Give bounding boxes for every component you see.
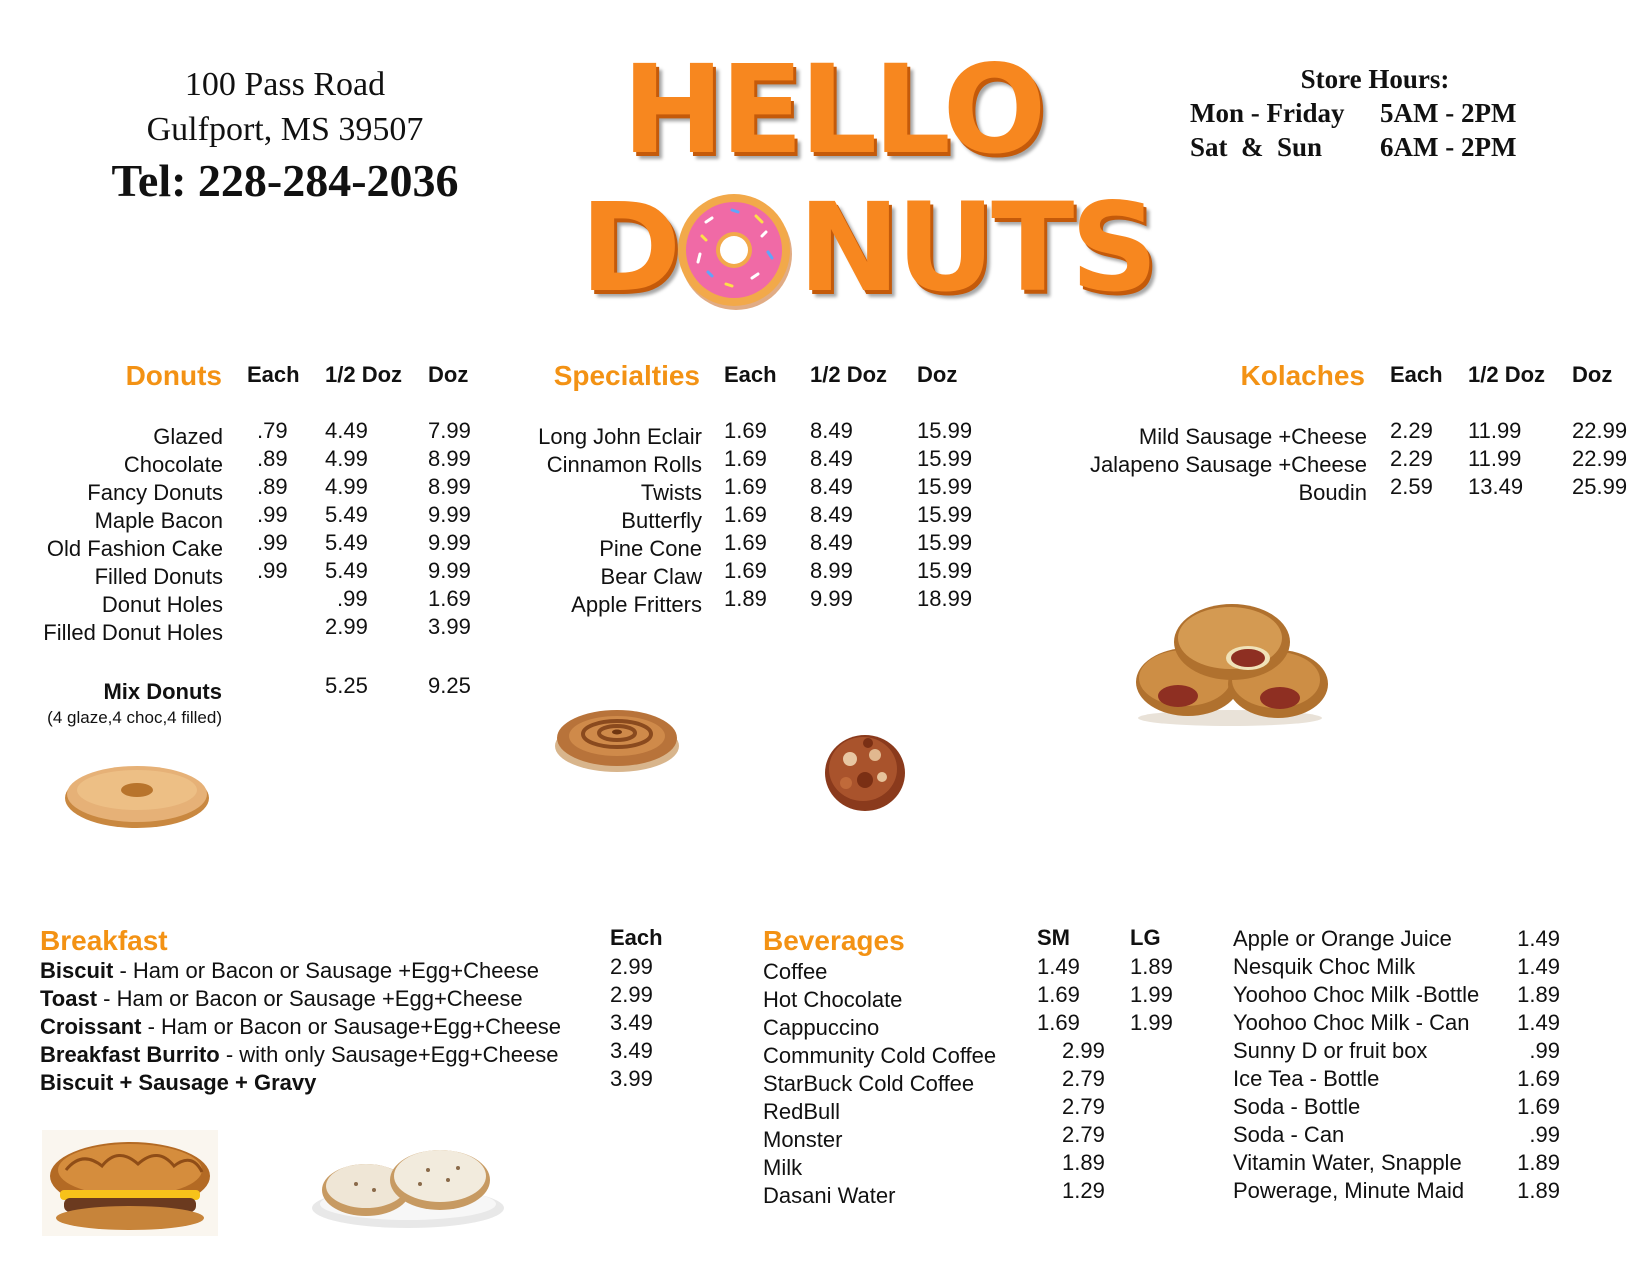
price-doz: 15.99	[917, 474, 973, 499]
price-half: 11.99	[1468, 446, 1522, 471]
beverage-name: Yoohoo Choc Milk -Bottle	[1233, 982, 1480, 1007]
price-each: 2.29	[1390, 446, 1433, 471]
item-name: Filled Donut Holes	[43, 620, 223, 645]
price-each: 3.99	[610, 1066, 653, 1091]
price-doz: 18.99	[917, 586, 973, 611]
beverage-name: Vitamin Water, Snapple	[1233, 1150, 1462, 1175]
item-name: Apple Fritters	[571, 592, 702, 617]
table-row	[40, 1013, 561, 1041]
specialties-col-each: Each	[724, 362, 777, 387]
item-name: Twists	[640, 480, 702, 505]
item-description: - Ham or Bacon or Sausage +Egg+Cheese	[113, 958, 539, 983]
price-sm: 1.29	[1062, 1178, 1105, 1203]
item-name: Bear Claw	[600, 564, 702, 589]
hours-time: 6AM - 2PM	[1380, 132, 1517, 162]
price-half: 8.49	[810, 418, 853, 443]
price-half: 8.99	[810, 558, 853, 583]
price-each: 1.69	[724, 474, 767, 499]
price-each: 1.69	[724, 418, 767, 443]
price-doz: 15.99	[917, 558, 973, 583]
item-name: Toast	[40, 986, 98, 1011]
glazed-donut-image	[62, 760, 212, 830]
item-name: Biscuit	[40, 958, 114, 983]
item-name: Cinnamon Rolls	[546, 452, 702, 477]
price-half: 8.49	[810, 446, 853, 471]
price-half: 8.49	[810, 502, 853, 527]
donuts-col-doz: Doz	[428, 362, 469, 387]
item-description: - Ham or Bacon or Sausage +Egg+Cheese	[97, 986, 523, 1011]
beverage-price: .99	[1529, 1038, 1560, 1063]
hours-row	[1190, 96, 1550, 130]
table-row	[40, 1041, 559, 1069]
price-each: .89	[257, 474, 288, 499]
store-address-block	[60, 62, 510, 210]
beverage-name: Apple or Orange Juice	[1233, 926, 1452, 951]
price-half: 4.99	[325, 446, 368, 471]
beverage-name: Powerage, Minute Maid	[1233, 1178, 1465, 1203]
beverage-name: RedBull	[763, 1099, 841, 1124]
donuts-title: Donuts	[125, 360, 222, 391]
donuts-col-each: Each	[247, 362, 300, 387]
beverages-col-lg: LG	[1130, 925, 1161, 950]
logo	[580, 39, 1155, 320]
price-each: .89	[257, 446, 288, 471]
beverages-col-sm: SM	[1037, 925, 1070, 950]
price-half: 5.49	[325, 502, 368, 527]
price-each: 1.69	[724, 446, 767, 471]
price-doz: 9.99	[428, 530, 471, 555]
price-each: 1.69	[724, 558, 767, 583]
beverage-price: 1.89	[1517, 1178, 1560, 1203]
price-half: 11.99	[1468, 418, 1522, 443]
price-doz: 22.99	[1572, 446, 1628, 471]
beverage-price: 1.89	[1517, 982, 1560, 1007]
store-hours-title: Store Hours:	[1300, 64, 1450, 94]
kolaches-col-doz: Doz	[1572, 362, 1613, 387]
price-doz: 22.99	[1572, 418, 1628, 443]
logo-letter-d: D	[580, 177, 678, 319]
mix-donuts-doz: 9.25	[428, 673, 471, 698]
item-name: Croissant	[40, 1014, 142, 1039]
mix-donuts-half: 5.25	[325, 673, 368, 698]
address-line-1: 100 Pass Road	[184, 66, 386, 103]
hours-time: 5AM - 2PM	[1380, 98, 1517, 128]
price-half: 13.49	[1468, 474, 1524, 499]
item-name: Donut Holes	[101, 592, 223, 617]
table-row	[40, 985, 523, 1013]
price-doz: 1.69	[428, 586, 471, 611]
beverage-name: Coffee	[763, 959, 828, 984]
beverage-name: Ice Tea - Bottle	[1233, 1066, 1380, 1091]
item-name: Chocolate	[123, 452, 223, 477]
logo-line-nuts: NUTS	[798, 177, 1155, 319]
beverage-price: 1.69	[1517, 1066, 1560, 1091]
price-sm: 2.99	[1062, 1038, 1105, 1063]
price-sm: 1.69	[1037, 1010, 1080, 1035]
address-line-2: Gulfport, MS 39507	[146, 111, 424, 148]
price-half: 4.49	[325, 418, 368, 443]
price-each: 1.69	[724, 530, 767, 555]
phone-number: Tel: 228-284-2036	[111, 155, 459, 206]
beverage-name: Sunny D or fruit box	[1233, 1038, 1428, 1063]
item-name: Biscuit + Sausage + Gravy	[40, 1070, 317, 1095]
beverage-name: Soda - Can	[1233, 1122, 1345, 1147]
price-half: 2.99	[325, 614, 368, 639]
beverage-price: 1.49	[1517, 954, 1560, 979]
table-row	[40, 957, 539, 985]
price-half: 5.49	[325, 530, 368, 555]
specialties-title: Specialties	[553, 360, 700, 391]
price-sm: 2.79	[1062, 1122, 1105, 1147]
beverage-price: 1.89	[1517, 1150, 1560, 1175]
mix-donuts-name: Mix Donuts	[103, 679, 222, 704]
apple-fritter-image	[820, 725, 910, 815]
kolache-image	[1130, 600, 1330, 730]
price-half: 4.99	[325, 474, 368, 499]
price-half: 8.49	[810, 474, 853, 499]
price-sm: 2.79	[1062, 1066, 1105, 1091]
item-name: Mild Sausage +Cheese	[1138, 424, 1367, 449]
price-sm: 2.79	[1062, 1094, 1105, 1119]
price-lg: 1.89	[1130, 954, 1173, 979]
beverage-price: .99	[1529, 1122, 1560, 1147]
item-name: Jalapeno Sausage +Cheese	[1089, 452, 1367, 477]
price-doz: 15.99	[917, 418, 973, 443]
hours-row	[1190, 130, 1550, 164]
price-each: 2.99	[610, 954, 653, 979]
breakfast-col-each: Each	[610, 925, 663, 950]
item-name: Filled Donuts	[94, 564, 223, 589]
price-each: .99	[257, 502, 288, 527]
hours-days: Mon - Friday	[1190, 98, 1345, 128]
price-doz: 7.99	[428, 418, 471, 443]
price-half: 8.49	[810, 530, 853, 555]
beverage-name: Milk	[763, 1155, 803, 1180]
price-each: 2.29	[1390, 418, 1433, 443]
price-half: 5.49	[325, 558, 368, 583]
price-doz: 9.99	[428, 502, 471, 527]
item-description: - Ham or Bacon or Sausage+Egg+Cheese	[141, 1014, 561, 1039]
price-each: 3.49	[610, 1010, 653, 1035]
price-each: .99	[257, 558, 288, 583]
price-doz: 9.99	[428, 558, 471, 583]
mix-donuts-note: (4 glaze,4 choc,4 filled)	[47, 708, 222, 727]
price-each: .99	[257, 530, 288, 555]
beverage-price: 1.49	[1517, 926, 1560, 951]
donut-icon	[676, 192, 796, 312]
price-doz: 25.99	[1572, 474, 1628, 499]
price-sm: 1.49	[1037, 954, 1080, 979]
beverage-name: Hot Chocolate	[763, 987, 903, 1012]
item-name: Old Fashion Cake	[46, 536, 223, 561]
price-each: 1.89	[724, 586, 767, 611]
beverage-name: StarBuck Cold Coffee	[763, 1071, 975, 1096]
price-each: 2.99	[610, 982, 653, 1007]
biscuits-gravy-image	[308, 1140, 508, 1230]
price-lg: 1.99	[1130, 982, 1173, 1007]
beverage-name: Monster	[763, 1127, 843, 1152]
price-doz: 8.99	[428, 446, 471, 471]
item-name: Breakfast Burrito	[40, 1042, 220, 1067]
price-doz: 8.99	[428, 474, 471, 499]
croissant-sandwich-image	[42, 1130, 218, 1236]
beverage-name: Soda - Bottle	[1233, 1094, 1361, 1119]
table-row	[40, 1069, 316, 1097]
store-hours	[1190, 62, 1550, 164]
logo-line-hello: HELLO	[622, 39, 1043, 181]
kolaches-title: Kolaches	[1240, 360, 1365, 391]
beverage-name: Community Cold Coffee	[763, 1043, 997, 1068]
item-name: Butterfly	[621, 508, 702, 533]
kolaches-col-half: 1/2 Doz	[1468, 362, 1546, 387]
item-name: Long John Eclair	[538, 424, 702, 449]
specialties-col-doz: Doz	[917, 362, 958, 387]
price-half: .99	[337, 586, 368, 611]
price-doz: 15.99	[917, 446, 973, 471]
hours-days: Sat & Sun	[1190, 132, 1323, 162]
beverage-name: Yoohoo Choc Milk - Can	[1233, 1010, 1470, 1035]
breakfast-title: Breakfast	[40, 925, 168, 956]
item-name: Pine Cone	[599, 536, 702, 561]
price-each: 2.59	[1390, 474, 1433, 499]
donuts-col-half: 1/2 Doz	[325, 362, 403, 387]
beverage-price: 1.69	[1517, 1094, 1560, 1119]
item-name: Fancy Donuts	[87, 480, 223, 505]
beverages-title: Beverages	[763, 925, 905, 956]
price-sm: 1.69	[1037, 982, 1080, 1007]
kolaches-col-each: Each	[1390, 362, 1443, 387]
beverage-name: Cappuccino	[763, 1015, 880, 1040]
item-name: Glazed	[153, 424, 223, 449]
beverage-name: Nesquik Choc Milk	[1233, 954, 1416, 979]
item-name: Maple Bacon	[94, 508, 223, 533]
beverage-name: Dasani Water	[763, 1183, 896, 1208]
beverage-price: 1.49	[1517, 1010, 1560, 1035]
price-sm: 1.89	[1062, 1150, 1105, 1175]
item-name: Boudin	[1298, 480, 1367, 505]
price-doz: 15.99	[917, 530, 973, 555]
price-doz: 3.99	[428, 614, 471, 639]
cinnamon-roll-image	[552, 696, 682, 776]
price-each: .79	[257, 418, 288, 443]
specialties-col-half: 1/2 Doz	[810, 362, 888, 387]
item-description: - with only Sausage+Egg+Cheese	[219, 1042, 559, 1067]
price-each: 1.69	[724, 502, 767, 527]
price-doz: 15.99	[917, 502, 973, 527]
price-each: 3.49	[610, 1038, 653, 1063]
price-lg: 1.99	[1130, 1010, 1173, 1035]
price-half: 9.99	[810, 586, 853, 611]
